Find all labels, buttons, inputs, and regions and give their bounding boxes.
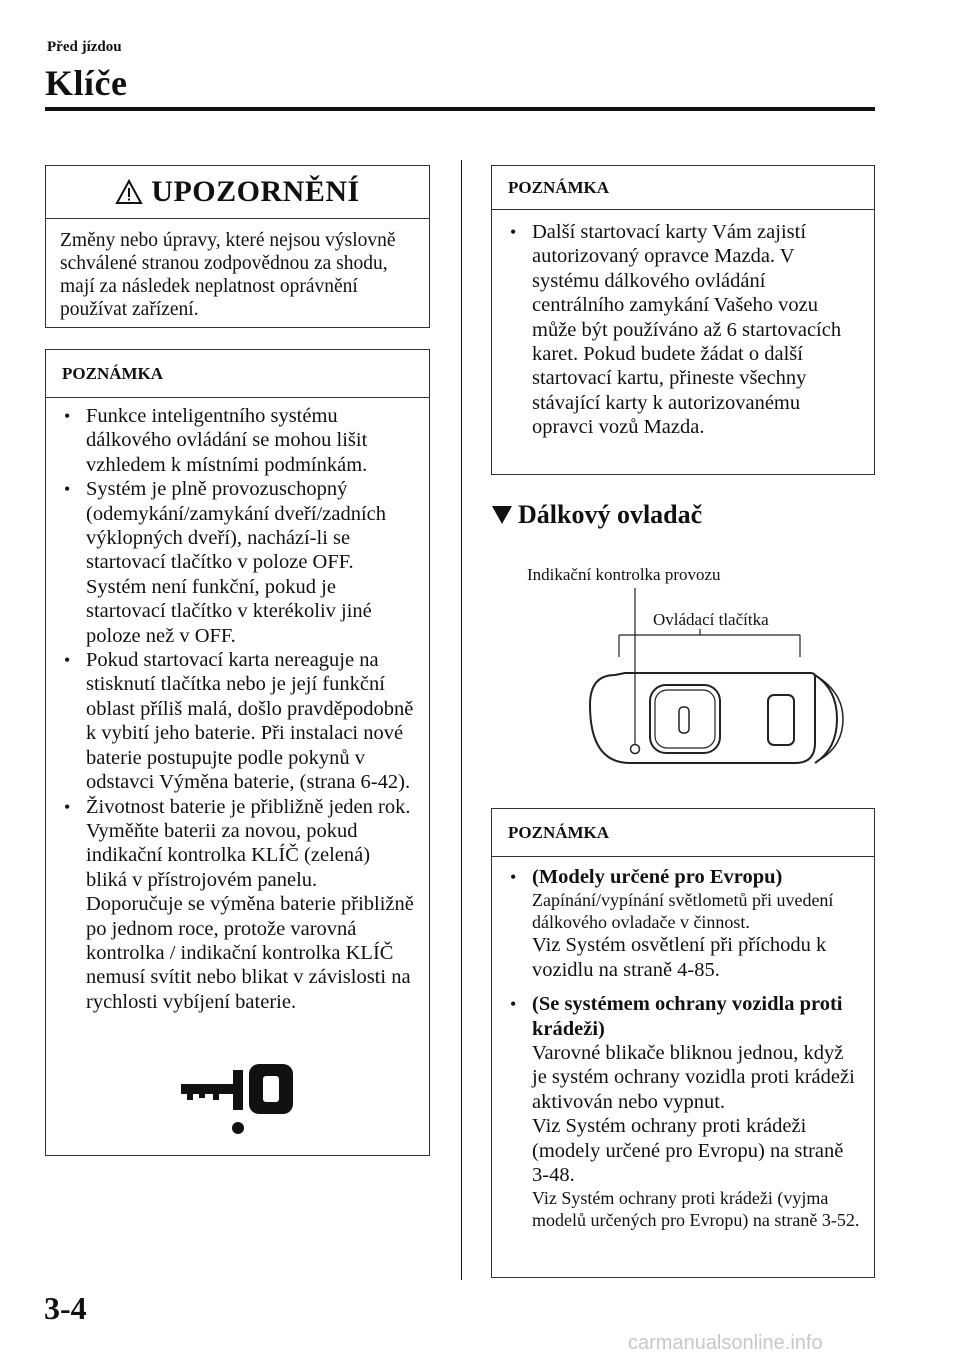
list-item: • Pokud startovací karta nereaguje na stisknutí tlačítka nebo je její funkční oblast příliš malá, došlo pravděpodobně k vybití jeho baterie. Při instalaci nové baterie postupujte podle pokynů v odstavci Výměna baterie, (strana 6-42). bbox=[64, 649, 414, 794]
caution-header bbox=[46, 166, 429, 219]
caution-text: Změny nebo úpravy, které nejsou výslovně schválené stranou zodpovědnou za shodu, mají za následek neplatnost oprávnění používat zařízení. bbox=[60, 230, 396, 320]
item-title: (Se systémem ochrany vozidla proti krádeži) bbox=[532, 993, 843, 1040]
item-text: Viz Systém osvětlení při příchodu k vozidlu na straně 4-85. bbox=[532, 934, 827, 981]
note-header: POZNÁMKA bbox=[46, 350, 429, 398]
remote-key-illustration bbox=[575, 585, 865, 785]
note-header: POZNÁMKA bbox=[492, 809, 874, 857]
note-list bbox=[510, 865, 860, 1231]
caution-box bbox=[45, 165, 430, 328]
label-buttons: Ovládací tlačítka bbox=[653, 610, 769, 629]
triangle-marker-icon bbox=[492, 506, 512, 524]
watermark: carmanualsonline.info bbox=[628, 1332, 823, 1354]
list-item: • (Se systémem ochrany vozidla proti krádeži) Varovné blikače bliknou jednou, když je systém ochrany vozidla proti krádeži aktivován nebo vypnut. Viz Systém ochrany proti krádeži (modely určené pro Evropu) na straně 3-48. Viz Systém ochrany proti krádeži (vyjma modelů určených pro Evropu) na straně 3-52. bbox=[510, 993, 860, 1231]
caution-heading: UPOZORNĚNÍ bbox=[151, 175, 360, 208]
item-text: Viz Systém ochrany proti krádeži (modely určené pro Evropu) na straně 3-48. bbox=[532, 1115, 844, 1187]
note-list bbox=[510, 220, 860, 440]
note-box-1 bbox=[45, 349, 430, 1156]
note-box-2 bbox=[491, 165, 875, 475]
warning-triangle-icon bbox=[115, 179, 143, 205]
column-divider bbox=[461, 160, 462, 1280]
item-title: (Modely určené pro Evropu) bbox=[532, 866, 783, 888]
label-indicator: Indikační kontrolka provozu bbox=[527, 565, 721, 584]
item-text: Viz Systém ochrany proti krádeži (vyjma modelů určených pro Evropu) na straně 3-52. bbox=[532, 1188, 860, 1231]
list-item: • Systém je plně provozuschopný (odemykání/zamykání dveří/zadních výklopných dveří), nachází-li se startovací tlačítko v poloze OFF. Systém není funkční, pokud je startovací tlačítko v kterékoliv jiné poloze než v OFF. bbox=[64, 478, 386, 647]
note-list bbox=[64, 404, 415, 1014]
section-heading: Dálkový ovladač bbox=[492, 500, 702, 530]
item-text: Zapínání/vypínání světlometů při uvedení dálkového ovladače v činnost. bbox=[532, 890, 834, 933]
list-item: • Funkce inteligentního systému dálkového ovládání se mohou lišit vzhledem k místními podmínkám. bbox=[64, 405, 368, 476]
key-warning-icon bbox=[179, 1062, 299, 1142]
note-header: POZNÁMKA bbox=[492, 166, 874, 210]
item-text: Varovné blikače bliknou jednou, když je systém ochrany vozidla proti krádeži aktivován nebo vypnut. bbox=[532, 1042, 855, 1113]
note-box-3 bbox=[491, 808, 875, 1278]
page-number: 3-4 bbox=[44, 1290, 87, 1326]
list-item: • Životnost baterie je přibližně jeden rok. Vyměňte baterii za novou, pokud indikační kontrolka KLÍČ (zelená) bliká v přístrojovém panelu. Doporučuje se výměna baterie přibližně po jednom roce, protože varovná kontrolka / indikační kontrolka KLÍČ nemusí svítit nebo blikat v závislosti na rychlosti vybíjení baterie. bbox=[64, 795, 414, 1013]
page-title: Klíče bbox=[45, 63, 128, 103]
breadcrumb: Před jízdou bbox=[47, 39, 122, 55]
title-rule bbox=[45, 107, 875, 111]
list-item: • (Modely určené pro Evropu) Zapínání/vypínání světlometů při uvedení dálkového ovladače v činnost. Viz Systém osvětlení při příchodu k vozidlu na straně 4-85. bbox=[510, 865, 860, 982]
list-item: • Další startovací karty Vám zajistí autorizovaný opravce Mazda. V systému dálkového ovládání centrálního zamykání Vašeho vozu může být používáno až 6 startovacích karet. Pokud budete žádat o další startovací kartu, přineste všechny stávající karty k autorizovanému opravci vozů Mazda. bbox=[510, 221, 842, 439]
